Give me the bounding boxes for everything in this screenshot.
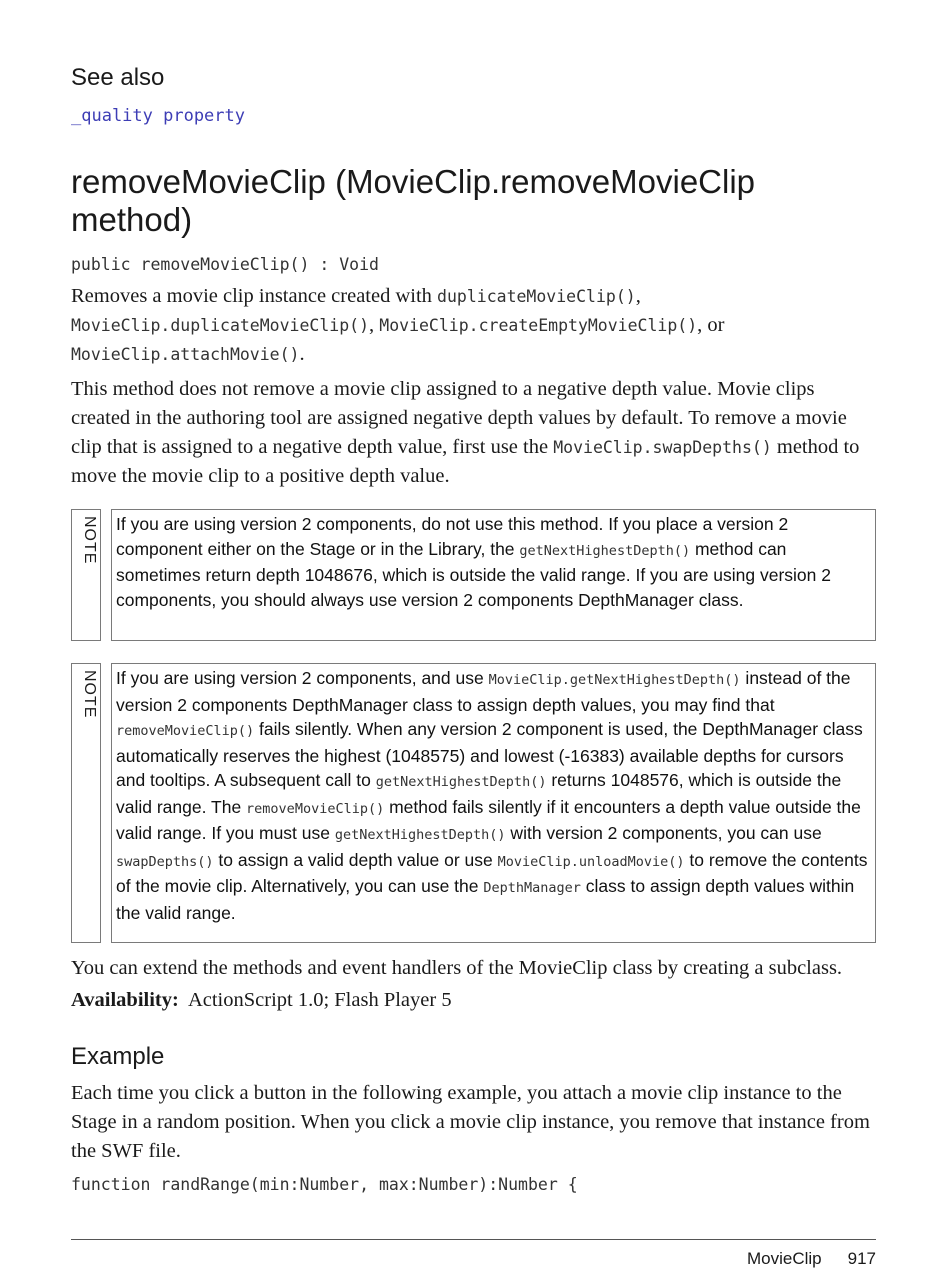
example-heading: Example: [71, 1043, 165, 1070]
quality-property-link[interactable]: _quality property: [71, 106, 245, 126]
note-text: [111, 509, 876, 641]
note-tab: [71, 663, 101, 943]
note-tab: [71, 509, 101, 641]
note-label: NOTE: [81, 670, 98, 719]
code-span: duplicateMovieClip(): [437, 287, 636, 306]
footer-divider: [71, 1239, 876, 1240]
text-span: method can sometimes return depth 1048676, which is outside the valid range. If you are using version 2 components, you should always use version 2 components DepthManager class.: [116, 538, 831, 610]
note-box-1: [71, 509, 876, 641]
example-code: function randRange(min:Number, max:Number):Number {: [71, 1175, 578, 1194]
method-signature: public removeMovieClip() : Void: [71, 255, 379, 274]
footer-section: MovieClip: [746, 1249, 822, 1268]
page-footer: [747, 1249, 876, 1269]
code-span: MovieClip.attachMovie(): [71, 345, 300, 364]
availability-line: [71, 989, 452, 1012]
code-span: getNextHighestDepth(): [334, 827, 506, 843]
method-title: removeMovieClip (MovieClip.removeMovieClip method): [71, 163, 756, 238]
text-span: If you are using version 2 components, and use: [116, 668, 489, 688]
note-label: NOTE: [81, 516, 98, 565]
availability-value: ActionScript 1.0; Flash Player 5: [187, 989, 452, 1011]
text-span: Removes a movie clip instance created with: [71, 285, 438, 307]
text-span: fails silently. When any version 2 component is used, the DepthManager class automatically reserves the highest (1048575) and lowest (-16383) available depths for cursors and tooltips. A subsequent call to: [116, 719, 863, 790]
code-span: MovieClip.createEmptyMovieClip(): [379, 316, 698, 335]
text-span: , or: [697, 314, 725, 336]
text-span: returns 1048576, which is outside the valid range. The: [116, 770, 842, 817]
text-span: This method does not remove a movie clip assigned to a negative depth value. Movie clips created in the authoring tool are assigned negative depth values by default. To remove a movie clip that is assigned to a negative depth value, first use the: [71, 378, 847, 458]
code-span: getNextHighestDepth(): [519, 542, 691, 559]
example-paragraph: Each time you click a button in the following example, you attach a movie clip instance to the Stage in a random position. When you click a movie clip instance, you remove that instance from the SWF file.: [71, 1082, 870, 1162]
text-span: ,: [635, 285, 641, 307]
text-span: method fails silently if it encounters a depth value outside the valid range. If you must use: [116, 796, 861, 843]
text-span: If you are using version 2 components, do not use this method. If you place a version 2 component either on the Stage or in the Library, the: [116, 514, 789, 559]
text-span: method to move the movie clip to a positive depth value.: [71, 436, 860, 487]
code-span: MovieClip.duplicateMovieClip(): [71, 316, 370, 335]
text-span: to remove the contents of the movie clip. Alternatively, you can use the: [116, 849, 868, 896]
code-span: removeMovieClip(): [116, 723, 255, 739]
note-text: [111, 663, 876, 943]
description-paragraph-2: [71, 375, 876, 491]
extend-paragraph: You can extend the methods and event handlers of the MovieClip class by creating a subclass.: [71, 957, 843, 979]
code-span: getNextHighestDepth(): [375, 774, 547, 790]
code-span: MovieClip.swapDepths(): [553, 438, 772, 457]
note-box-2: [71, 663, 876, 943]
description-paragraph-1: [71, 282, 876, 369]
page-number: 917: [847, 1249, 876, 1268]
code-span: removeMovieClip(): [246, 800, 385, 817]
code-span: MovieClip.getNextHighestDepth(): [488, 672, 741, 688]
text-span: to assign a valid depth value or use: [213, 849, 498, 870]
text-span: instead of the version 2 components DepthManager class to assign depth values, you may find that: [116, 668, 851, 715]
code-span: MovieClip.unloadMovie(): [497, 853, 685, 870]
text-span: with version 2 components, you can use: [505, 823, 822, 843]
text-span: class to assign depth values within the valid range.: [116, 876, 855, 923]
code-span: swapDepths(): [116, 853, 214, 870]
text-span: .: [299, 343, 305, 365]
see-also-heading: See also: [71, 64, 165, 91]
text-span: ,: [369, 314, 380, 336]
code-span: DepthManager: [483, 880, 581, 896]
availability-label: Availability:: [71, 989, 179, 1011]
